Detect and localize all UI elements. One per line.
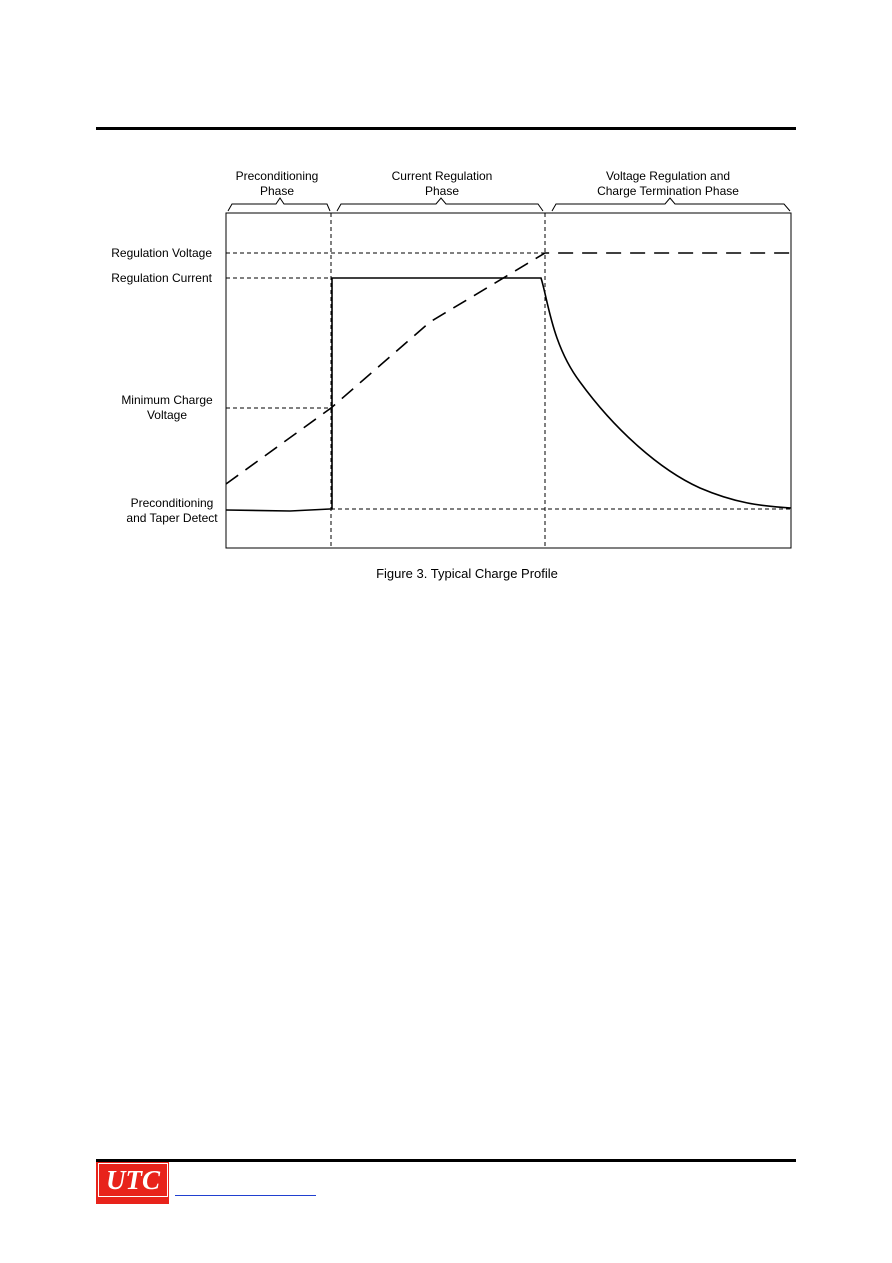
brace-preconditioning	[228, 198, 330, 211]
phase-3-line2: Charge Termination Phase	[597, 184, 739, 198]
phase-1-line1: Preconditioning	[235, 169, 319, 183]
charge-profile-diagram	[0, 0, 892, 600]
phase-2-line1: Current Regulation	[391, 169, 493, 183]
footer-link-underline[interactable]	[175, 1195, 316, 1196]
label-precond-line1: Preconditioning	[130, 496, 214, 510]
utc-logo-text: UTC	[98, 1163, 168, 1197]
brace-voltage-regulation	[552, 198, 790, 211]
plot-frame	[226, 213, 791, 548]
phase-2-line2: Phase	[424, 184, 460, 198]
utc-logo	[96, 1162, 169, 1204]
charge-current-curve	[226, 278, 791, 511]
phase-1-line2: Phase	[259, 184, 295, 198]
guide-lines	[226, 213, 791, 548]
charge-voltage-curve	[226, 253, 791, 484]
footer-rule	[96, 1159, 796, 1162]
brace-current-regulation	[337, 198, 543, 211]
figure-caption: Figure 3. Typical Charge Profile	[376, 566, 558, 581]
label-regulation-current: Regulation Current	[111, 271, 212, 285]
label-min-charge-line2: Voltage	[146, 408, 188, 422]
label-min-charge-line1: Minimum Charge	[121, 393, 213, 407]
phase-3-line1: Voltage Regulation and	[605, 169, 731, 183]
label-precond-line2: and Taper Detect	[126, 511, 218, 525]
label-regulation-voltage: Regulation Voltage	[111, 246, 212, 260]
